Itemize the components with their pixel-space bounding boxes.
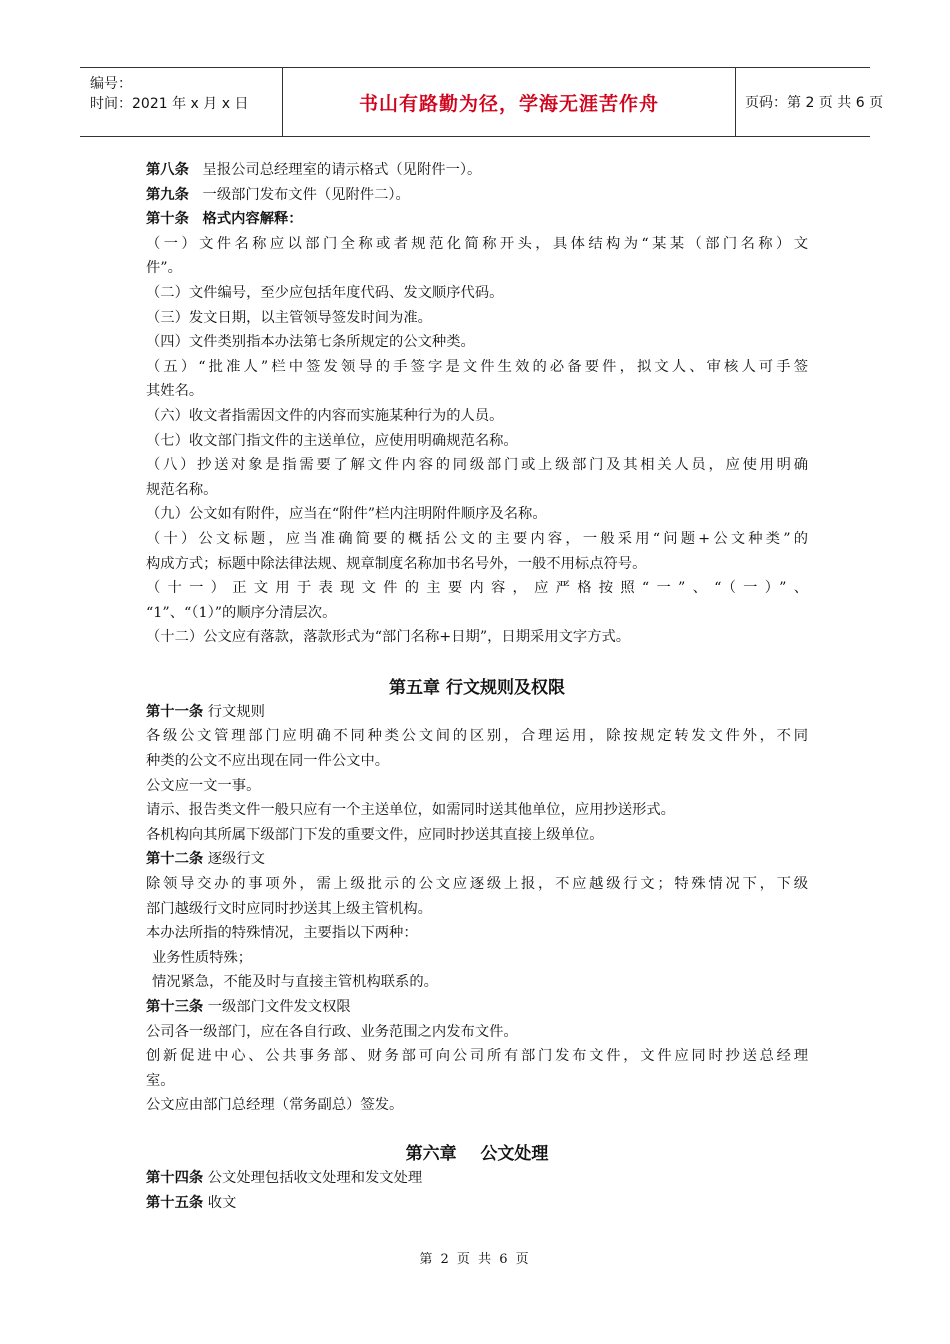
paragraph-line: 其姓名。 (146, 383, 204, 400)
paragraph-line: “1”、“（1）”的顺序分清层次。 (146, 604, 337, 621)
paragraph-line: （十二）公文应有落款，落款形式为“部门名称+日期”，日期采用文字方式。 (146, 629, 631, 646)
article-label: 第十条 (146, 211, 189, 228)
page-footer: 第 2 页 共 6 页 (419, 1252, 531, 1267)
article-8 (146, 158, 808, 183)
article-11 (146, 700, 808, 725)
paragraph-line: （四）文件类别指本办法第七条所规定的公文种类。 (146, 334, 475, 351)
paragraph-line: 创新促进中心、公共事务部、财务部可向公司所有部门发布文件，文件应同时抄送总经理 (146, 1048, 808, 1065)
header-page-number: 页码：第 2 页 共 6 页 (745, 95, 884, 111)
document-number-label: 编号： (90, 76, 132, 92)
paragraph-line: （七）收文部门指文件的主送单位，应使用明确规范名称。 (146, 432, 518, 449)
header-page-cell (735, 68, 884, 136)
article-label: 第九条 (146, 186, 189, 203)
paragraph-line: （十）公文标题，应当准确简要的概括公文的主要内容，一般采用“问题+公文种类”的 (146, 530, 808, 547)
paragraph-line: 部门越级行文时应同时抄送其上级主管机构。 (146, 900, 432, 917)
spacer (146, 1118, 808, 1142)
paragraph-line: （三）发文日期，以主管领导签发时间为准。 (146, 309, 432, 326)
article-label: 第十二条 (146, 851, 204, 868)
paragraph-line: 规范名称。 (146, 481, 218, 498)
chapter-heading: 第六章 公文处理 (405, 1143, 549, 1164)
paragraph-line: 公司各一级部门，应在各自行政、业务范围之内发布文件。 (146, 1023, 518, 1040)
paragraph-line: （八）抄送对象是指需要了解文件内容的同级部门或上级部门及其相关人员，应使用明确 (146, 457, 808, 474)
article-13 (146, 995, 808, 1020)
header-motto: 书山有路勤为径，学海无涯苦作舟 (358, 92, 659, 115)
page-header (80, 67, 884, 137)
paragraph-line: 各机构向其所属下级部门下发的重要文件，应同时抄送其直接上级单位。 (146, 826, 604, 843)
paragraph-line: 公文应一文一事。 (146, 777, 261, 794)
paragraph-line: 公文应由部门总经理（常务副总）签发。 (146, 1097, 404, 1114)
paragraph-line: （五）“批准人”栏中签发领导的手签字是文件生效的必备要件，拟文人、审核人可手签 (146, 358, 808, 375)
header-motto-cell (282, 68, 736, 136)
article-label: 第十一条 (146, 703, 204, 720)
paragraph-line: （九）公文如有附件，应当在“附件”栏内注明附件顺序及名称。 (146, 506, 547, 523)
paragraph-line: 件”。 (146, 260, 182, 277)
paragraph-line: 室。 (146, 1072, 175, 1089)
article-14 (146, 1166, 808, 1191)
paragraph-line: 除领导交办的事项外，需上级批示的公文应逐级上报，不应越级行文；特殊情况下，下级 (146, 876, 808, 893)
paragraph-line: 请示、报告类文件一般只应有一个主送单位，如需同时送其他单位，应用抄送形式。 (146, 802, 675, 819)
article-12 (146, 847, 808, 872)
paragraph-line: 构成方式；标题中除法律法规、规章制度名称加书名号外，一般不用标点符号。 (146, 555, 647, 572)
spacer (146, 650, 808, 676)
article-label: 第八条 (146, 162, 189, 178)
article-title: 一级部门文件发文权限 (207, 999, 351, 1015)
paragraph-line: 本办法所指的特殊情况，主要指以下两种： (146, 925, 418, 942)
list-item: 业务性质特殊； (152, 949, 253, 966)
article-title: 逐级行文 (207, 851, 265, 868)
article-text: 一级部门发布文件（见附件二）。 (202, 186, 410, 203)
article-label: 第十五条 (146, 1194, 204, 1211)
article-label: 第十四条 (146, 1169, 204, 1186)
paragraph-line: （一）文件名称应以部门全称或者规范化简称开头，具体结构为“某某（部门名称）文 (146, 235, 808, 252)
article-9 (146, 183, 808, 208)
article-label: 第十三条 (146, 999, 204, 1015)
article-text: 呈报公司总经理室的请示格式（见附件一）。 (202, 162, 482, 178)
article-15 (146, 1191, 808, 1216)
paragraph-line: （六）收文者指需因文件的内容而实施某种行为的人员。 (146, 407, 504, 424)
document-body (146, 158, 808, 1215)
article-text: 收文 (207, 1194, 237, 1211)
article-title: 行文规则 (207, 703, 265, 720)
article-10 (146, 207, 808, 232)
paragraph-line: 各级公文管理部门应明确不同种类公文间的区别，合理运用，除按规定转发文件外，不同 (146, 728, 808, 745)
document-time-label: 时间：2021 年 x 月 x 日 (90, 96, 249, 112)
paragraph-line: 种类的公文不应出现在同一件公文中。 (146, 753, 390, 770)
article-title: 格式内容解释： (202, 211, 303, 228)
paragraph-line: （二）文件编号，至少应包括年度代码、发文顺序代码。 (146, 284, 504, 301)
paragraph-line: （十一）正文用于表现文件的主要内容，应严格按照“一”、“（一）”、 (146, 580, 808, 597)
chapter-heading: 第五章 行文规则及权限 (389, 677, 565, 698)
article-text: 公文处理包括收文处理和发文处理 (207, 1169, 423, 1186)
list-item: 情况紧急，不能及时与直接主管机构联系的。 (152, 974, 438, 991)
header-meta-cell (80, 68, 282, 136)
